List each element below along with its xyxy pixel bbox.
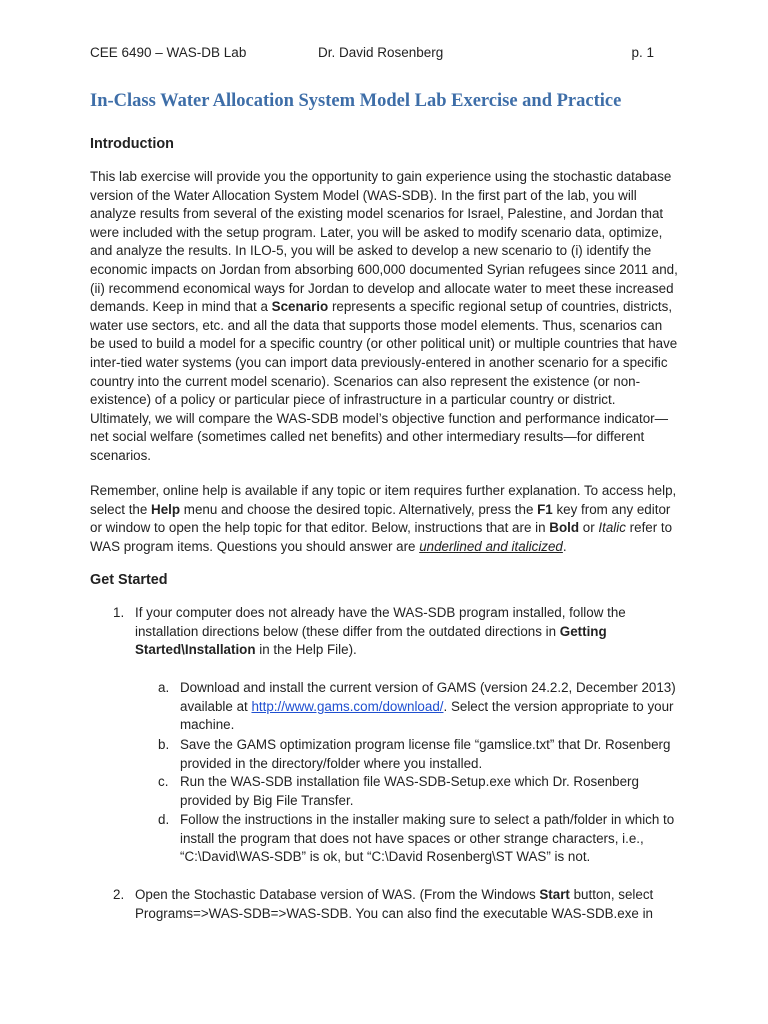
intro-p2-bold-f1: F1 — [537, 501, 553, 517]
document-title: In-Class Water Allocation System Model Lab Exercise and Practice — [90, 91, 622, 111]
intro-p2-text-c: key from any editor or window to open the help topic for that editor. Below, instructions that are in — [90, 501, 671, 536]
list-item-2-number: 2. — [113, 887, 125, 902]
list-item-2-text-b: button, select Programs=>WAS-SDB=>WAS-SDB. You can also find the executable WAS-SDB.exe in — [135, 887, 654, 921]
list-item-2-text-a: Open the Stochastic Database version of WAS. (From the Windows — [135, 887, 540, 902]
intro-p2-underlined-italic: underlined and italicized — [419, 538, 563, 554]
intro-p2-text-d: or — [579, 520, 599, 536]
intro-p1-text-b: represents a specific regional setup of countries, districts, water use sectors, etc. and all the data that supports those model elements. Thus, scenarios can be used to build a model for a specific country (or other political unit) or multiple countries that have inter-tied water systems (you can import data previously-entered in another scenario for a specific country into the current model scenario). Scenarios can also represent the existence (or non-existence) of a policy or particular piece of infrastructure in a particular country or district. Ultimately, we will compare the WAS-SDB model’s objective function and performance indicator—net social welfare (sometimes called net benefits) and other intermediary results—for different scenarios. — [90, 299, 678, 463]
intro-paragraph-1 — [90, 168, 680, 466]
sublist-item-d-text: Follow the instructions in the installer making sure to select a path/folder in which to install the program that does not have spaces or other strange characters, i.e., “C:\David\WAS-SDB” is ok, but “C:\David Rosenberg\ST WAS” is not. — [180, 812, 675, 865]
sublist-item-a-text-a: Download and install the current version of GAMS (version 24.2.2, December 2013) available at — [180, 680, 676, 714]
intro-p2-text-f: . — [562, 538, 567, 554]
intro-paragraph-2 — [90, 482, 680, 556]
header-author: Dr. David Rosenberg — [318, 45, 444, 60]
header-page-number: p. 1 — [631, 45, 654, 60]
intro-p2-text-a: Remember, online help is available if any topic or item requires further explanation. To access help, select the — [90, 483, 677, 517]
sublist-item-b-text: Save the GAMS optimization program license file “gamslice.txt” that Dr. Rosenberg provided in the directory/folder where you installed. — [180, 737, 671, 771]
header-course: CEE 6490 – WAS-DB Lab — [90, 45, 247, 60]
list-item-1-text-b: in the Help File). — [255, 642, 357, 658]
list-item-1-number: 1. — [113, 605, 125, 620]
intro-p1-bold-scenario: Scenario — [271, 299, 329, 315]
list-item-1-text — [135, 604, 685, 660]
intro-p2-bold-bold: Bold — [549, 520, 580, 536]
gams-download-link[interactable]: http://www.gams.com/download/ — [251, 698, 444, 714]
sublist-item-c-text: Run the WAS-SDB installation file WAS-SDB-Setup.exe which Dr. Rosenberg provided by Big File Transfer. — [180, 774, 639, 808]
sublist-item-b-letter: b. — [158, 737, 170, 752]
list-item-1-text-a: If your computer does not already have the WAS-SDB program installed, follow the installation directions below (these differ from the outdated directions in — [135, 605, 626, 639]
sublist-item-c-letter: c. — [158, 774, 169, 789]
intro-p2-text-e: refer to WAS program items. Questions you should answer are — [90, 520, 673, 554]
sublist-item-a-text — [180, 679, 690, 735]
sublist-item-d-letter: d. — [158, 812, 170, 827]
sublist-item-a-letter: a. — [158, 680, 170, 695]
intro-p2-italic: Italic — [598, 520, 626, 536]
list-item-1-bold: Getting Started\Installation — [135, 623, 607, 658]
intro-p2-text-b: menu and choose the desired topic. Alternatively, press the — [180, 501, 538, 517]
sublist-item-a-text-b: . Select the version appropriate to your machine. — [180, 698, 674, 733]
section-heading-get-started: Get Started — [90, 572, 168, 588]
section-heading-introduction: Introduction — [90, 136, 174, 152]
intro-p2-bold-help: Help — [151, 501, 181, 517]
list-item-2-text — [135, 886, 685, 923]
list-item-2-bold-start: Start — [539, 887, 570, 902]
intro-p1-text-a: This lab exercise will provide you the opportunity to gain experience using the stochastic database version of the Water Allocation System Model (WAS-SDB). In the first part of the lab, you will analyze results from several of the existing model scenarios for Israel, Palestine, and Jordan that were included with the setup program. Later, you will be asked to modify scenario data, optimize, and analyze the results. In ILO-5, you will be asked to develop a new scenario to (i) identify the economic impacts on Jordan from absorbing 600,000 documented Syrian refugees since 2011 and, (ii) recommend economical ways for Jordan to develop and allocate water to meet these increased demands. Keep in mind that a — [90, 169, 678, 315]
